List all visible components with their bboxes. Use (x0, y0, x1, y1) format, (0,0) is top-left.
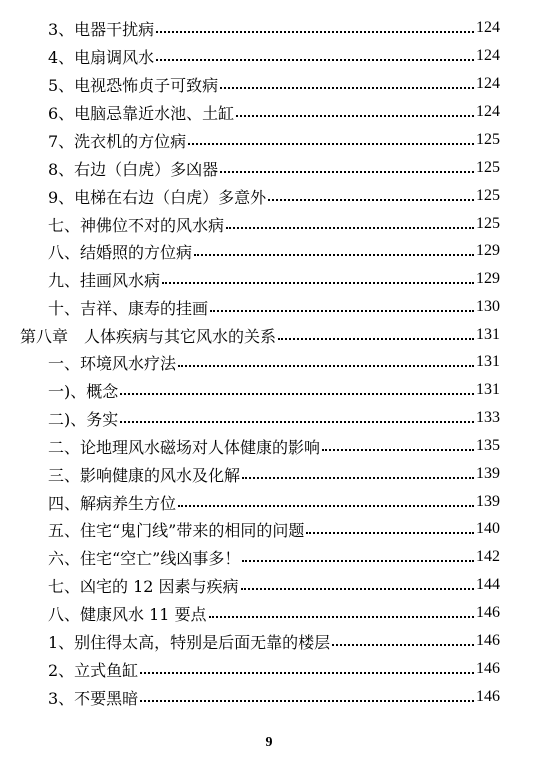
toc-entry-page: 131 (476, 381, 500, 398)
toc-entry-label: 九、挂画风水病 (48, 270, 161, 290)
toc-entry-label: 3、电器干扰病 (48, 19, 155, 39)
toc-entry-page: 139 (476, 493, 500, 510)
toc-entry-label: 八、健康风水 11 要点 (48, 604, 207, 624)
dot-leader (120, 393, 474, 395)
toc-entry-page: 129 (476, 270, 500, 287)
dot-leader (210, 310, 474, 312)
dot-leader (209, 616, 474, 618)
toc-entry-label: 一、环境风水疗法 (48, 353, 177, 373)
toc-entry-label: 8、右边（白虎）多凶器 (48, 159, 219, 179)
toc-entry[interactable] (48, 126, 500, 154)
toc-entry-page: 146 (476, 604, 500, 621)
toc-entry[interactable] (48, 543, 500, 571)
toc-entry-label: 5、电视恐怖贞子可致病 (48, 75, 219, 95)
toc-entry[interactable] (48, 460, 500, 488)
toc-entry-label: 二、论地理风水磁场对人体健康的影响 (48, 437, 321, 457)
toc-entry-page: 146 (476, 660, 500, 677)
dot-leader (220, 171, 474, 173)
dot-leader (156, 31, 474, 33)
toc-entry[interactable] (48, 348, 500, 376)
toc-entry-page: 124 (476, 47, 500, 64)
toc-entry[interactable] (48, 627, 500, 655)
toc-entry[interactable] (48, 98, 500, 126)
toc-entry[interactable] (48, 182, 500, 210)
toc-entry-label: 五、住宅“鬼门线”带来的相同的问题 (48, 520, 305, 540)
toc-entry[interactable] (48, 14, 500, 42)
dot-leader (306, 532, 474, 534)
toc-entry[interactable] (48, 42, 500, 70)
toc-entry-page: 130 (476, 298, 500, 315)
toc-entry-page: 142 (476, 548, 500, 565)
toc-entry[interactable] (48, 154, 500, 182)
dot-leader (226, 227, 474, 229)
toc-entry-page: 124 (476, 75, 500, 92)
toc-entry-label: 第八章 人体疾病与其它风水的关系 (20, 326, 277, 346)
dot-leader (332, 644, 474, 646)
dot-leader (242, 560, 474, 562)
dot-leader (156, 59, 474, 61)
toc-entry-page: 125 (476, 131, 500, 148)
toc-entry-page: 135 (476, 437, 500, 454)
toc-entry-page: 131 (476, 326, 500, 343)
dot-leader (242, 477, 474, 479)
toc-entry-page: 125 (476, 215, 500, 232)
dot-leader (178, 505, 474, 507)
toc-entry-page: 124 (476, 103, 500, 120)
toc-entry-page: 125 (476, 187, 500, 204)
toc-entry-label: 9、电梯在右边（白虎）多意外 (48, 187, 267, 207)
toc-entry-label: 2、立式鱼缸 (48, 660, 139, 680)
dot-leader (268, 199, 474, 201)
toc-entry[interactable] (48, 488, 500, 516)
dot-leader (140, 700, 474, 702)
toc-entry-label: 八、结婚照的方位病 (48, 242, 193, 262)
toc-entry[interactable] (48, 265, 500, 293)
toc-entry[interactable] (48, 404, 500, 432)
toc-entry-label: 二)、务实 (48, 409, 119, 429)
toc-chapter-entry[interactable] (20, 321, 500, 349)
toc-entry-page: 129 (476, 242, 500, 259)
toc-entry[interactable] (48, 376, 500, 404)
dot-leader (178, 365, 474, 367)
toc-entry-label: 四、解病养生方位 (48, 493, 177, 513)
toc-entry[interactable] (48, 210, 500, 238)
toc-entry-label: 七、神佛位不对的风水病 (48, 215, 225, 235)
toc-entry-label: 七、凶宅的 12 因素与疾病 (48, 576, 239, 596)
toc-entry-page: 124 (476, 19, 500, 36)
toc-entry-label: 7、洗衣机的方位病 (48, 131, 187, 151)
toc-entry[interactable] (48, 683, 500, 711)
toc-entry-label: 一)、概念 (48, 381, 119, 401)
toc-entry-page: 140 (476, 520, 500, 537)
toc-entry-label: 6、电脑忌靠近水池、土缸 (48, 103, 235, 123)
toc-entry[interactable] (48, 571, 500, 599)
toc-entry[interactable] (48, 655, 500, 683)
dot-leader (278, 338, 474, 340)
dot-leader (194, 254, 474, 256)
toc-entry[interactable] (48, 293, 500, 321)
dot-leader (322, 449, 474, 451)
toc-entry-page: 144 (476, 576, 500, 593)
toc-entry[interactable] (48, 237, 500, 265)
dot-leader (162, 282, 474, 284)
toc-entry[interactable] (48, 599, 500, 627)
toc-entry-label: 三、影响健康的风水及化解 (48, 465, 241, 485)
dot-leader (241, 588, 474, 590)
toc-entry-page: 146 (476, 632, 500, 649)
toc-entry[interactable] (48, 515, 500, 543)
toc-entry-label: 4、电扇调风水 (48, 47, 155, 67)
toc-entry-page: 139 (476, 465, 500, 482)
toc-entry-label: 3、不要黑暗 (48, 688, 139, 708)
toc-entry[interactable] (48, 70, 500, 98)
toc-entry-label: 1、别住得太高，特别是后面无靠的楼层 (48, 632, 331, 652)
dot-leader (220, 87, 474, 89)
toc-entry-page: 146 (476, 688, 500, 705)
dot-leader (236, 115, 474, 117)
toc-entry-label: 十、吉祥、康寿的挂画 (48, 298, 209, 318)
page-number: 9 (265, 735, 273, 750)
toc-entry-page: 133 (476, 409, 500, 426)
toc-entry-label: 六、住宅“空亡”线凶事多！ (48, 548, 241, 568)
dot-leader (140, 672, 474, 674)
dot-leader (120, 421, 474, 423)
toc-entry-page: 125 (476, 159, 500, 176)
toc-entry[interactable] (48, 432, 500, 460)
dot-leader (188, 143, 474, 145)
toc-entry-page: 131 (476, 353, 500, 370)
